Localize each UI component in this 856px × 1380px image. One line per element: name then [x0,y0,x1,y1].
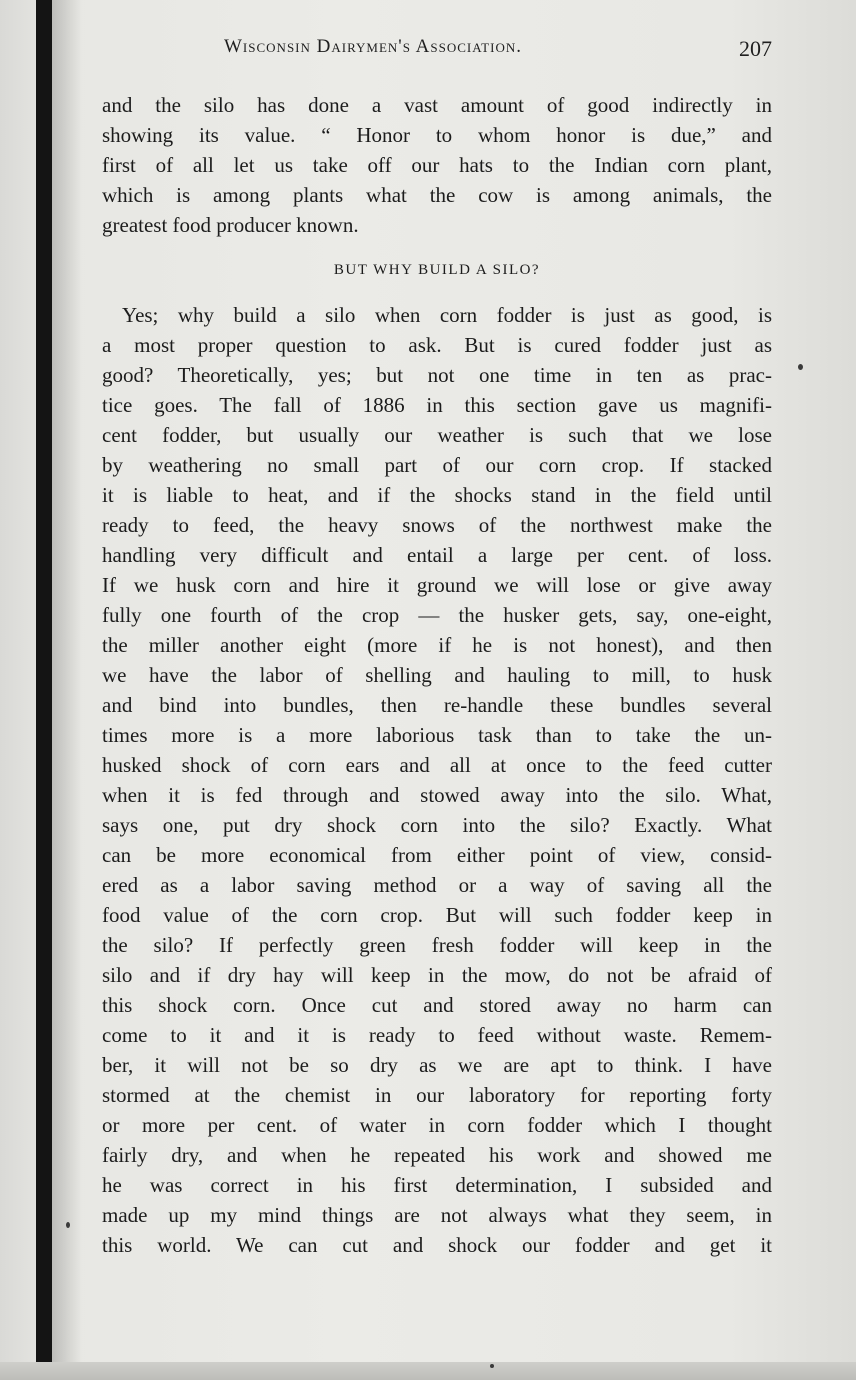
paragraph-1 [102,90,772,240]
text-line: If we husk corn and hire it ground we will lose or give away [102,573,772,597]
book-spine-shadow [36,0,52,1362]
body-text [102,90,772,1260]
text-line: stormed at the chemist in our laboratory for reporting forty [102,1083,772,1107]
text-line: fully one fourth of the crop — the husker gets, say, one-eight, [102,603,772,627]
text-line: ready to feed, the heavy snows of the northwest make the [102,513,772,537]
text-line: ber, it will not be so dry as we are apt to think. I have [102,1053,772,1077]
text-line: come to it and it is ready to feed without waste. Remem- [102,1023,772,1047]
text-line: the miller another eight (more if he is not honest), and then [102,633,772,657]
paragraph-2 [102,300,772,1260]
text-line: cent fodder, but usually our weather is such that we lose [102,423,772,447]
text-line: we have the labor of shelling and hauling to mill, to husk [102,663,772,687]
text-line: this world. We can cut and shock our fodder and get it [102,1233,772,1257]
text-line: husked shock of corn ears and all at once to the feed cutter [102,753,772,777]
text-line: food value of the corn crop. But will such fodder keep in [102,903,772,927]
ink-speck [490,1364,494,1368]
text-line: greatest food producer known. [102,213,359,237]
text-line: good? Theoretically, yes; but not one time in ten as prac- [102,363,772,387]
text-line: showing its value. “ Honor to whom honor is due,” and [102,123,772,147]
text-line: this shock corn. Once cut and stored away no harm can [102,993,772,1017]
text-line: made up my mind things are not always what they seem, in [102,1203,772,1227]
text-line: he was correct in his first determination, I subsided and [102,1173,772,1197]
page-number: 207 [739,36,772,61]
text-line: the silo? If perfectly green fresh fodder will keep in the [102,933,772,957]
text-line: or more per cent. of water in corn fodder which I thought [102,1113,772,1137]
text-line: and bind into bundles, then re-handle these bundles several [102,693,772,717]
text-line: handling very difficult and entail a large per cent. of loss. [102,543,772,567]
text-line: tice goes. The fall of 1886 in this section gave us magnifi- [102,393,772,417]
text-line: and the silo has done a vast amount of good indirectly in [102,93,772,117]
running-title: Wisconsin Dairymen's Association. [224,36,522,57]
text-line: fairly dry, and when he repeated his work and showed me [102,1143,772,1167]
text-line: ered as a labor saving method or a way of saving all the [102,873,772,897]
text-line: a most proper question to ask. But is cured fodder just as [102,333,772,357]
page-header [100,36,772,66]
text-line: times more is a more laborious task than to take the un- [102,723,772,747]
ink-speck [798,364,803,370]
text-line: Yes; why build a silo when corn fodder is just as good, is [122,303,772,327]
gutter-shading [52,0,82,1362]
text-line: first of all let us take off our hats to the Indian corn plant, [102,153,772,177]
page-bottom-edge [0,1362,856,1380]
text-line: by weathering no small part of our corn crop. If stacked [102,453,772,477]
text-line: when it is fed through and stowed away into the silo. What, [102,783,772,807]
text-line: which is among plants what the cow is among animals, the [102,183,772,207]
text-line: it is liable to heat, and if the shocks stand in the field until [102,483,772,507]
text-line: silo and if dry hay will keep in the mow, do not be afraid of [102,963,772,987]
ink-speck [66,1222,70,1228]
text-line: can be more economical from either point of view, consid- [102,843,772,867]
section-heading: BUT WHY BUILD A SILO? [333,262,541,278]
text-line: says one, put dry shock corn into the silo? Exactly. What [102,813,772,837]
